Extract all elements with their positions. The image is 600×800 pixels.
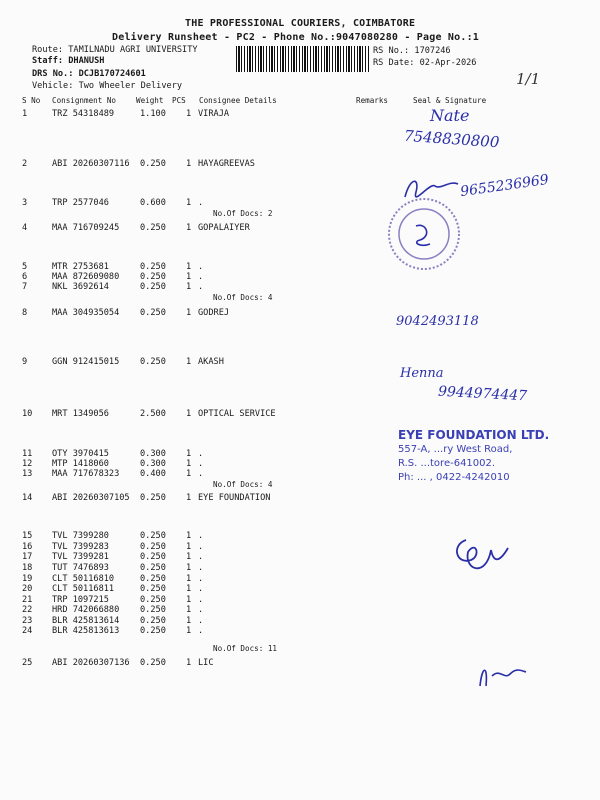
row-consignee: AKASH: [198, 357, 224, 367]
row-sno: 5: [22, 262, 28, 272]
row-sno: 18: [22, 563, 33, 573]
runsheet-subtitle: Delivery Runsheet - PC2 - Phone No.:9047080280 - Page No.:1: [112, 32, 480, 43]
handwritten-phone: 9042493118: [396, 314, 479, 329]
staff-label: Staff: DHANUSH: [32, 56, 105, 66]
row-consignee: .: [198, 282, 204, 292]
row-pcs: 1: [186, 574, 192, 584]
row-sno: 25: [22, 658, 33, 668]
row-pcs: 1: [186, 159, 192, 169]
row-consignment-no: MAA 717678323: [52, 469, 120, 479]
row-weight: 0.600: [140, 198, 166, 208]
row-consignment-no: ABI 20260307136: [52, 658, 130, 668]
row-sno: 7: [22, 282, 28, 292]
row-consignment-no: TRZ 54318489: [52, 109, 115, 119]
row-consignment-no: MTP 1418060: [52, 459, 109, 469]
row-consignment-no: GGN 912415015: [52, 357, 120, 367]
row-pcs: 1: [186, 493, 192, 503]
col-weight: Weight: [136, 96, 164, 105]
row-pcs: 1: [186, 357, 192, 367]
row-weight: 0.250: [140, 223, 166, 233]
row-pcs: 1: [186, 552, 192, 562]
row-weight: 0.250: [140, 282, 166, 292]
row-consignment-no: MAA 872609080: [52, 272, 120, 282]
row-sno: 12: [22, 459, 33, 469]
row-consignment-no: ABI 20260307105: [52, 493, 130, 503]
col-consignee: Consignee Details: [199, 96, 277, 105]
vehicle-label: Vehicle: Two Wheeler Delivery: [32, 81, 183, 91]
col-remarks: Remarks: [356, 96, 389, 105]
row-weight: 0.250: [140, 616, 166, 626]
row-consignee: OPTICAL SERVICE: [198, 409, 276, 419]
row-consignment-no: HRD 742066880: [52, 605, 120, 615]
row-pcs: 1: [186, 409, 192, 419]
row-pcs: 1: [186, 605, 192, 615]
row-consignment-no: MTR 2753681: [52, 262, 109, 272]
row-sno: 15: [22, 531, 33, 541]
row-consignment-no: OTY 3970415: [52, 449, 109, 459]
row-weight: 0.250: [140, 605, 166, 615]
row-weight: 0.250: [140, 584, 166, 594]
row-sno: 8: [22, 308, 28, 318]
row-pcs: 1: [186, 272, 192, 282]
row-weight: 0.300: [140, 449, 166, 459]
row-weight: 0.250: [140, 262, 166, 272]
row-consignment-no: TRP 2577046: [52, 198, 109, 208]
row-weight: 1.100: [140, 109, 166, 119]
docs-note: No.Of Docs: 4: [213, 480, 273, 489]
row-sno: 19: [22, 574, 33, 584]
row-weight: 2.500: [140, 409, 166, 419]
row-consignment-no: TRP 1097215: [52, 595, 109, 605]
row-pcs: 1: [186, 282, 192, 292]
row-consignee: .: [198, 563, 204, 573]
row-pcs: 1: [186, 542, 192, 552]
row-sno: 3: [22, 198, 28, 208]
stamp-line: Ph: ... , 0422-4242010: [398, 472, 510, 483]
row-pcs: 1: [186, 626, 192, 636]
row-consignee: .: [198, 531, 204, 541]
row-pcs: 1: [186, 459, 192, 469]
row-consignee: .: [198, 272, 204, 282]
row-sno: 14: [22, 493, 33, 503]
row-weight: 0.250: [140, 531, 166, 541]
docs-note: No.Of Docs: 4: [213, 293, 273, 302]
row-pcs: 1: [186, 616, 192, 626]
row-consignment-no: TVL 7399283: [52, 542, 109, 552]
row-sno: 1: [22, 109, 28, 119]
row-weight: 0.250: [140, 308, 166, 318]
row-sno: 11: [22, 449, 33, 459]
row-consignee: .: [198, 584, 204, 594]
row-weight: 0.250: [140, 552, 166, 562]
row-pcs: 1: [186, 584, 192, 594]
row-sno: 21: [22, 595, 33, 605]
col-sno: S No: [22, 96, 41, 105]
row-consignee: .: [198, 198, 204, 208]
row-sno: 9: [22, 357, 28, 367]
row-consignee: .: [198, 552, 204, 562]
row-weight: 0.250: [140, 493, 166, 503]
barcode: [236, 46, 370, 72]
rs-number: RS No.: 1707246: [373, 46, 451, 56]
col-consignment: Consignment No: [52, 96, 117, 105]
row-consignee: VIRAJA: [198, 109, 230, 119]
row-sno: 20: [22, 584, 33, 594]
stamp-title: EYE FOUNDATION LTD.: [398, 428, 550, 442]
row-consignee: .: [198, 262, 204, 272]
row-weight: 0.250: [140, 574, 166, 584]
row-weight: 0.250: [140, 357, 166, 367]
row-consignment-no: MAA 304935054: [52, 308, 120, 318]
row-consignee: .: [198, 449, 204, 459]
row-pcs: 1: [186, 449, 192, 459]
row-consignment-no: TVL 7399280: [52, 531, 109, 541]
row-consignee: LIC: [198, 658, 214, 668]
row-consignee: .: [198, 469, 204, 479]
row-consignee: .: [198, 459, 204, 469]
handwritten-phone: 9655236969: [459, 171, 550, 201]
row-consignment-no: MAA 716709245: [52, 223, 120, 233]
page-mark: 1/1: [516, 70, 541, 88]
row-pcs: 1: [186, 223, 192, 233]
row-consignment-no: TUT 7476893: [52, 563, 109, 573]
company-seal-icon: [386, 196, 462, 272]
row-pcs: 1: [186, 531, 192, 541]
docs-note: No.Of Docs: 2: [213, 209, 273, 218]
row-consignment-no: CLT 50116811: [52, 584, 115, 594]
row-pcs: 1: [186, 658, 192, 668]
row-consignment-no: BLR 425813613: [52, 626, 120, 636]
handwritten-name: Henna: [400, 366, 444, 381]
row-consignment-no: CLT 50116810: [52, 574, 115, 584]
row-consignee: GODREJ: [198, 308, 230, 318]
row-consignment-no: NKL 3692614: [52, 282, 109, 292]
col-seal: Seal & Signature: [413, 96, 487, 105]
row-sno: 13: [22, 469, 33, 479]
row-pcs: 1: [186, 469, 192, 479]
row-weight: 0.400: [140, 469, 166, 479]
row-weight: 0.250: [140, 272, 166, 282]
stamp-line: R.S. ...tore-641002.: [398, 458, 496, 469]
row-pcs: 1: [186, 308, 192, 318]
signature-mark: [446, 530, 516, 590]
row-consignee: .: [198, 616, 204, 626]
handwritten-phone: 9944974447: [437, 383, 528, 405]
stamp-line: 557-A, ...ry West Road,: [398, 444, 513, 455]
row-sno: 2: [22, 159, 28, 169]
handwritten-phone: 7548830800: [403, 126, 500, 152]
row-consignment-no: ABI 20260307116: [52, 159, 130, 169]
row-sno: 22: [22, 605, 33, 615]
row-consignee: .: [198, 542, 204, 552]
rs-date: RS Date: 02-Apr-2026: [373, 58, 477, 68]
row-consignee: .: [198, 605, 204, 615]
row-sno: 23: [22, 616, 33, 626]
signature-mark: [470, 656, 530, 696]
row-sno: 6: [22, 272, 28, 282]
handwritten-name: Nate: [430, 106, 470, 125]
row-consignee: EYE FOUNDATION: [198, 493, 271, 503]
row-weight: 0.300: [140, 459, 166, 469]
company-title: THE PROFESSIONAL COURIERS, COIMBATORE: [185, 18, 416, 29]
row-pcs: 1: [186, 109, 192, 119]
row-weight: 0.250: [140, 626, 166, 636]
docs-note: No.Of Docs: 11: [213, 644, 278, 653]
row-consignment-no: TVL 7399281: [52, 552, 109, 562]
row-consignee: HAYAGREEVAS: [198, 159, 255, 169]
row-weight: 0.250: [140, 563, 166, 573]
row-sno: 24: [22, 626, 33, 636]
row-sno: 10: [22, 409, 33, 419]
row-consignee: .: [198, 595, 204, 605]
row-consignee: .: [198, 626, 204, 636]
row-pcs: 1: [186, 262, 192, 272]
row-sno: 4: [22, 223, 28, 233]
col-pcs: PCS: [172, 96, 186, 105]
row-weight: 0.250: [140, 595, 166, 605]
row-sno: 16: [22, 542, 33, 552]
row-weight: 0.250: [140, 159, 166, 169]
row-pcs: 1: [186, 563, 192, 573]
row-sno: 17: [22, 552, 33, 562]
row-consignment-no: BLR 425813614: [52, 616, 120, 626]
row-weight: 0.250: [140, 658, 166, 668]
drs-number: DRS No.: DCJB170724601: [32, 69, 146, 79]
row-pcs: 1: [186, 198, 192, 208]
row-consignment-no: MRT 1349056: [52, 409, 109, 419]
row-weight: 0.250: [140, 542, 166, 552]
row-consignee: .: [198, 574, 204, 584]
row-pcs: 1: [186, 595, 192, 605]
row-consignee: GOPALAIYER: [198, 223, 250, 233]
route-label: Route: TAMILNADU AGRI UNIVERSITY: [32, 45, 198, 55]
